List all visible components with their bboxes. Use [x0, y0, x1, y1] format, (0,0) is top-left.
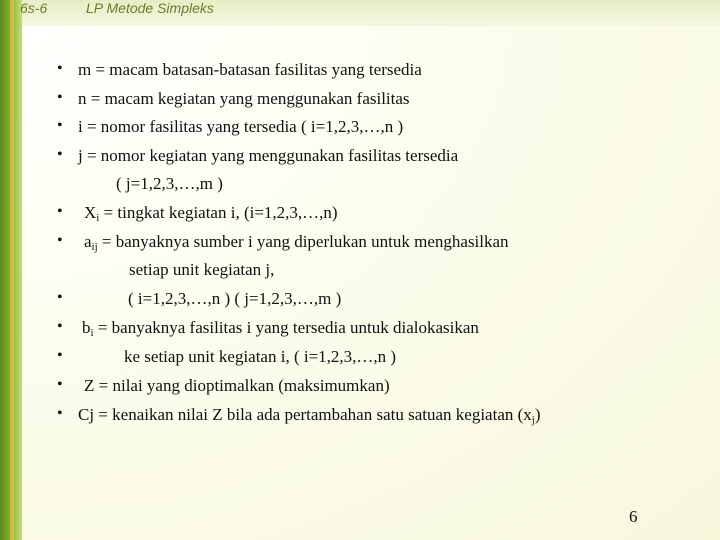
bullet-icon: •	[57, 289, 63, 306]
definition-text: n = macam kegiatan yang menggunakan fasilitas	[78, 89, 410, 108]
bullet-icon: •	[57, 376, 63, 393]
symbol-base: a	[84, 232, 92, 251]
definition-text	[78, 405, 541, 426]
continuation-text: setiap unit kegiatan j,	[129, 260, 275, 279]
bullet-icon: •	[57, 117, 63, 134]
definition-text: m = macam batasan-batasan fasilitas yang tersedia	[78, 60, 422, 79]
symbol-subscript: i	[90, 327, 94, 339]
continuation-text: ( j=1,2,3,…,m )	[116, 174, 223, 193]
bullet-icon: •	[57, 89, 63, 106]
symbol-base: b	[82, 318, 91, 337]
definition-text: j = nomor kegiatan yang menggunakan fasilitas tersedia	[78, 146, 459, 165]
bullet-icon: •	[57, 347, 63, 364]
slide-header-title: LP Metode Simpleks	[86, 0, 214, 16]
definition-text: Z = nilai yang dioptimalkan (maksimumkan)	[84, 376, 390, 395]
definition-body: = banyaknya sumber i yang diperlukan untuk menghasilkan	[97, 232, 509, 251]
symbol-subscript: ij	[91, 241, 98, 253]
definition-body: = banyaknya fasilitas i yang tersedia untuk dialokasikan	[93, 318, 479, 337]
bullet-icon: •	[57, 232, 63, 249]
bullet-icon: •	[57, 318, 63, 335]
symbol-subscript: i	[96, 212, 100, 224]
slide-number-label: 6s-6	[20, 0, 48, 16]
definition-tail: )	[534, 405, 541, 424]
symbol-subscript: j	[531, 414, 535, 426]
definition-body: = tingkat kegiatan i, (i=1,2,3,…,n)	[99, 203, 338, 222]
bullet-icon: •	[57, 203, 63, 220]
page-number: 6	[629, 507, 638, 526]
definition-text	[82, 318, 479, 339]
definition-body: Cj = kenaikan nilai Z bila ada pertambahan satu satuan kegiatan (x	[78, 405, 532, 424]
bullet-icon: •	[57, 405, 63, 422]
left-accent-stripe	[10, 0, 14, 540]
left-accent-bar	[0, 0, 22, 540]
bullet-icon: •	[57, 146, 63, 163]
definition-text: ( i=1,2,3,…,n ) ( j=1,2,3,…,m )	[128, 289, 342, 308]
symbol-base: X	[84, 203, 97, 222]
definition-text	[84, 232, 509, 253]
definition-text	[84, 203, 338, 224]
definition-text: i = nomor fasilitas yang tersedia ( i=1,2,3,…,n )	[78, 117, 404, 136]
bullet-icon: •	[57, 60, 63, 77]
definition-text: ke setiap unit kegiatan i, ( i=1,2,3,…,n )	[124, 347, 397, 366]
